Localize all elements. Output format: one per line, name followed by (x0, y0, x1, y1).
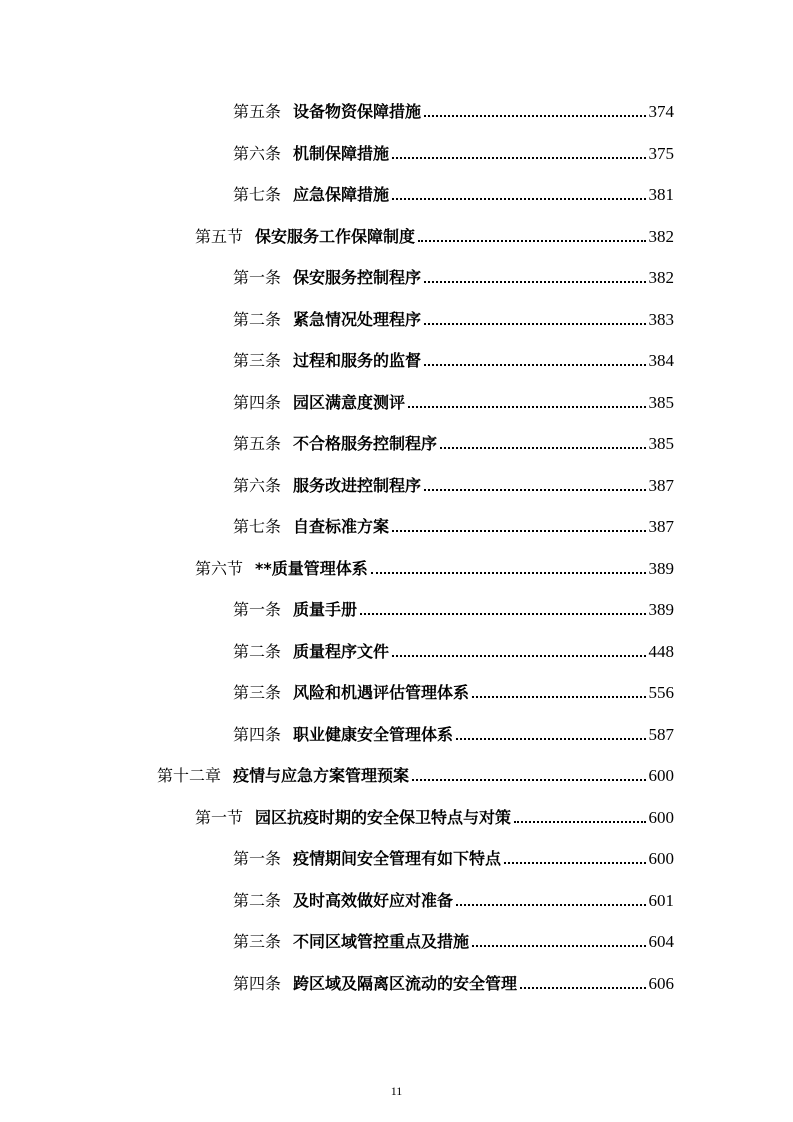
toc-dot-leader (456, 738, 645, 740)
toc-dot-leader (520, 987, 645, 989)
toc-entry-page: 448 (648, 642, 674, 661)
toc-entry (233, 926, 674, 952)
toc-entry-label: 第四条 (233, 974, 282, 993)
toc-entry-page: 600 (648, 808, 674, 827)
toc-entry-label: 第三条 (233, 351, 282, 370)
toc-entry (233, 636, 674, 662)
toc-dot-leader (504, 862, 645, 864)
toc-entry-label: 第四条 (233, 393, 282, 412)
toc-entry-page: 383 (648, 310, 674, 329)
toc-entry-page: 382 (648, 227, 674, 246)
toc-entry-page: 600 (648, 849, 674, 868)
toc-entry-title: 自查标准方案 (293, 517, 390, 536)
toc-entry (233, 96, 674, 122)
toc-entry-page: 556 (648, 683, 674, 702)
toc-entry-page: 381 (648, 185, 674, 204)
toc-entry-page: 389 (648, 559, 674, 578)
toc-entry-label: 第一节 (195, 808, 244, 827)
toc-entry-page: 384 (648, 351, 674, 370)
toc-entry (233, 843, 674, 869)
toc-entry-label: 第二条 (233, 642, 282, 661)
toc-entry-label: 第一条 (233, 268, 282, 287)
toc-dot-leader (412, 779, 645, 781)
toc-entry-label: 第三条 (233, 683, 282, 702)
toc-entry (233, 345, 674, 371)
toc-dot-leader (392, 530, 645, 532)
toc-entry-label: 第六条 (233, 476, 282, 495)
toc-entry (233, 885, 674, 911)
toc-entry-page: 385 (648, 434, 674, 453)
toc-entry-title: 疫情期间安全管理有如下特点 (293, 849, 502, 868)
toc-entry-page: 375 (648, 144, 674, 163)
toc-entry-label: 第三条 (233, 932, 282, 951)
toc-entry (233, 262, 674, 288)
toc-entry-title: 保安服务控制程序 (293, 268, 422, 287)
toc-dot-leader (472, 945, 645, 947)
toc-dot-leader (408, 406, 645, 408)
toc-entry-title: 不同区域管控重点及措施 (293, 932, 470, 951)
toc-entry (233, 387, 674, 413)
toc-entry-label: 第五条 (233, 434, 282, 453)
toc-entry-page: 382 (648, 268, 674, 287)
toc-entry (157, 760, 674, 786)
toc-entry-label: 第二条 (233, 891, 282, 910)
toc-entry (233, 179, 674, 205)
toc-dot-leader (418, 240, 645, 242)
toc-dot-leader (456, 904, 645, 906)
toc-entry-page: 387 (648, 517, 674, 536)
toc-dot-leader (392, 198, 645, 200)
toc-entry-page: 387 (648, 476, 674, 495)
page-number: 11 (390, 1084, 403, 1098)
toc-entry-label: 第十二章 (157, 766, 222, 785)
toc-entry-title: 设备物资保障措施 (293, 102, 422, 121)
toc-entry (233, 304, 674, 330)
toc-dot-leader (392, 655, 645, 657)
toc-entry-title: 机制保障措施 (293, 144, 390, 163)
toc-entry-title: 过程和服务的监督 (293, 351, 422, 370)
toc-dot-leader (371, 572, 646, 574)
toc-entry-label: 第一条 (233, 849, 282, 868)
toc-entry-label: 第一条 (233, 600, 282, 619)
toc-entry (195, 221, 674, 247)
toc-entry-page: 374 (648, 102, 674, 121)
toc-entry (233, 677, 674, 703)
toc-entry (195, 802, 674, 828)
toc-entry-page: 601 (648, 891, 674, 910)
toc-entry-title: 园区抗疫时期的安全保卫特点与对策 (255, 808, 512, 827)
toc-entry-title: 质量手册 (293, 600, 358, 619)
toc-entry-title: 疫情与应急方案管理预案 (233, 766, 410, 785)
toc-entry-title: 及时高效做好应对准备 (293, 891, 454, 910)
toc-entry-title: 风险和机遇评估管理体系 (293, 683, 470, 702)
toc-dot-leader (424, 489, 645, 491)
toc-entry-label: 第七条 (233, 517, 282, 536)
toc-entry-page: 604 (648, 932, 674, 951)
toc-entry (233, 968, 674, 994)
toc-entry-title: 紧急情况处理程序 (293, 310, 422, 329)
toc-dot-leader (392, 157, 645, 159)
toc-entry-page: 385 (648, 393, 674, 412)
toc-entry-title: 跨区域及隔离区流动的安全管理 (293, 974, 518, 993)
toc-entry-title: 质量程序文件 (293, 642, 390, 661)
toc-entry-title: 服务改进控制程序 (293, 476, 422, 495)
toc-dot-leader (424, 323, 645, 325)
toc-entry (233, 719, 674, 745)
toc-entry-label: 第二条 (233, 310, 282, 329)
toc-entry-title: 不合格服务控制程序 (293, 434, 438, 453)
toc-entry (233, 594, 674, 620)
toc-dot-leader (424, 364, 645, 366)
toc-entry-page: 389 (648, 600, 674, 619)
toc-entry-label: 第六条 (233, 144, 282, 163)
toc-entry-page: 587 (648, 725, 674, 744)
toc-entry (195, 553, 674, 579)
toc-entry (233, 511, 674, 537)
toc-dot-leader (424, 281, 645, 283)
toc-dot-leader (472, 696, 645, 698)
toc-dot-leader (424, 115, 645, 117)
toc-entry-page: 600 (648, 766, 674, 785)
toc-entry-label: 第六节 (195, 559, 244, 578)
toc-entry (233, 428, 674, 454)
toc-entry-title: 职业健康安全管理体系 (293, 725, 454, 744)
toc-entry-title: 应急保障措施 (293, 185, 390, 204)
toc-entry-label: 第五条 (233, 102, 282, 121)
toc-entry (233, 470, 674, 496)
toc-entry-page: 606 (648, 974, 674, 993)
toc-entry-label: 第五节 (195, 227, 244, 246)
toc-entry-title: **质量管理体系 (255, 559, 368, 578)
toc-entry-label: 第七条 (233, 185, 282, 204)
toc-dot-leader (360, 613, 645, 615)
toc-entry-label: 第四条 (233, 725, 282, 744)
toc-entry (233, 138, 674, 164)
toc-dot-leader (514, 821, 645, 823)
toc-entry-title: 园区满意度测评 (293, 393, 406, 412)
toc-dot-leader (440, 447, 645, 449)
toc-entry-title: 保安服务工作保障制度 (255, 227, 416, 246)
